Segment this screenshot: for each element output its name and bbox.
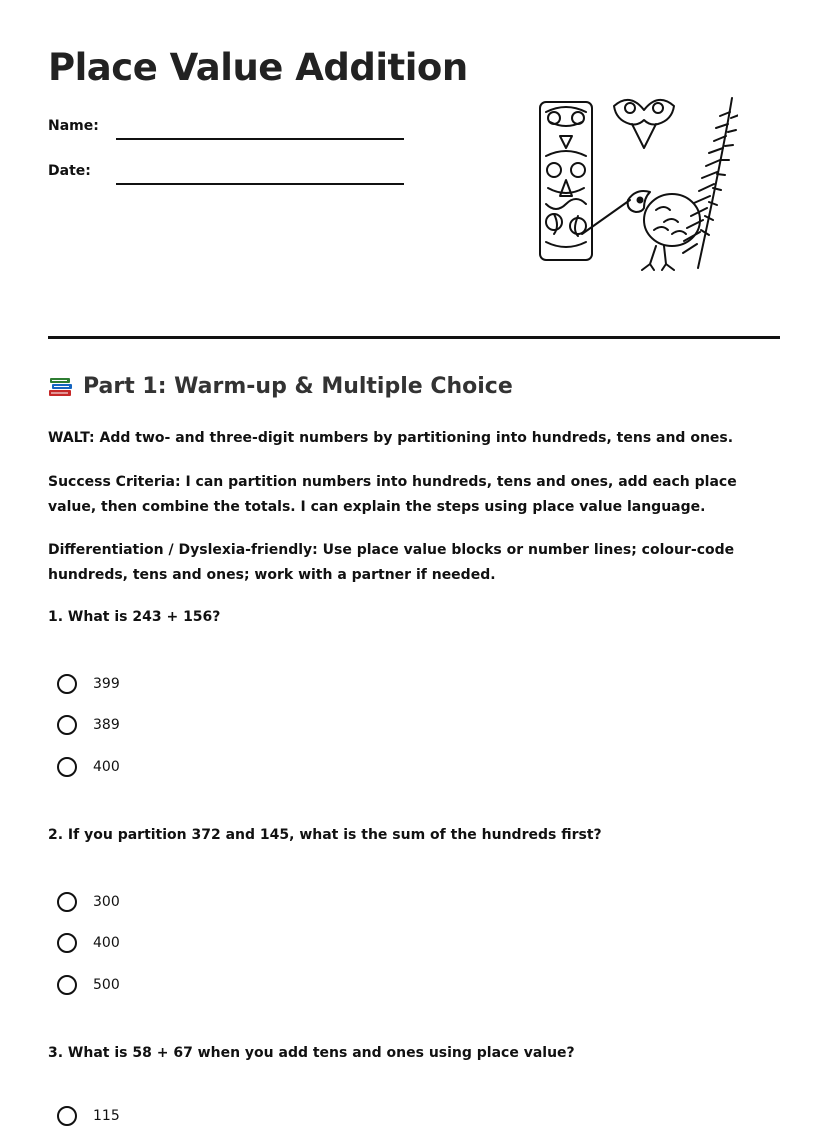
maori-illustration (532, 92, 738, 272)
question-2: 2. If you partition 372 and 145, what is the sum of the hundreds first? (48, 827, 602, 843)
name-label: Name: (48, 118, 99, 134)
radio-button[interactable] (57, 892, 77, 912)
option-label: 500 (93, 976, 120, 993)
option-label: 400 (93, 935, 120, 952)
option-label: 300 (93, 893, 120, 910)
question-1-option-2[interactable] (57, 705, 120, 747)
name-field[interactable] (116, 138, 404, 140)
walt-text: WALT: Add two- and three-digit numbers by partitioning into hundreds, tens and ones. (48, 430, 734, 446)
question-1-option-1[interactable] (57, 663, 120, 705)
question-1-option-3[interactable] (57, 746, 120, 788)
worksheet-title: Place Value Addition (48, 46, 468, 89)
radio-button[interactable] (57, 1106, 77, 1126)
kiwi-bird-icon (582, 191, 700, 270)
fern-icon (683, 98, 738, 268)
option-label: 115 (93, 1107, 120, 1124)
question-3: 3. What is 58 + 67 when you add tens and ones using place value? (48, 1045, 575, 1061)
radio-button[interactable] (57, 715, 77, 735)
question-3-option-1[interactable] (57, 1095, 120, 1137)
part1-heading-text: Part 1: Warm-up & Multiple Choice (83, 374, 513, 399)
option-label: 399 (93, 675, 120, 692)
date-label: Date: (48, 163, 91, 179)
question-2-options (57, 881, 120, 1006)
section-divider (48, 336, 780, 339)
option-label: 389 (93, 717, 120, 734)
question-2-option-3[interactable] (57, 964, 120, 1006)
radio-button[interactable] (57, 757, 77, 777)
date-field[interactable] (116, 183, 404, 185)
radio-button[interactable] (57, 933, 77, 953)
radio-button[interactable] (57, 674, 77, 694)
question-1: 1. What is 243 + 156? (48, 609, 221, 625)
question-3-options (57, 1095, 120, 1137)
mask-carving-icon (614, 100, 674, 148)
option-label: 400 (93, 758, 120, 775)
question-2-option-1[interactable] (57, 881, 120, 923)
success-criteria-text: Success Criteria: I can partition numbers into hundreds, tens and ones, add each place value, then combine the totals. I can explain the steps using place value language. (48, 474, 737, 515)
question-1-options (57, 663, 120, 788)
books-icon (48, 375, 74, 399)
differentiation-text: Differentiation / Dyslexia-friendly: Use place value blocks or number lines; colour-code hundreds, tens and ones; work with a partner if needed. (48, 542, 735, 583)
pou-carving-icon (540, 102, 592, 260)
question-2-option-2[interactable] (57, 923, 120, 965)
radio-button[interactable] (57, 975, 77, 995)
part1-heading (48, 374, 513, 399)
